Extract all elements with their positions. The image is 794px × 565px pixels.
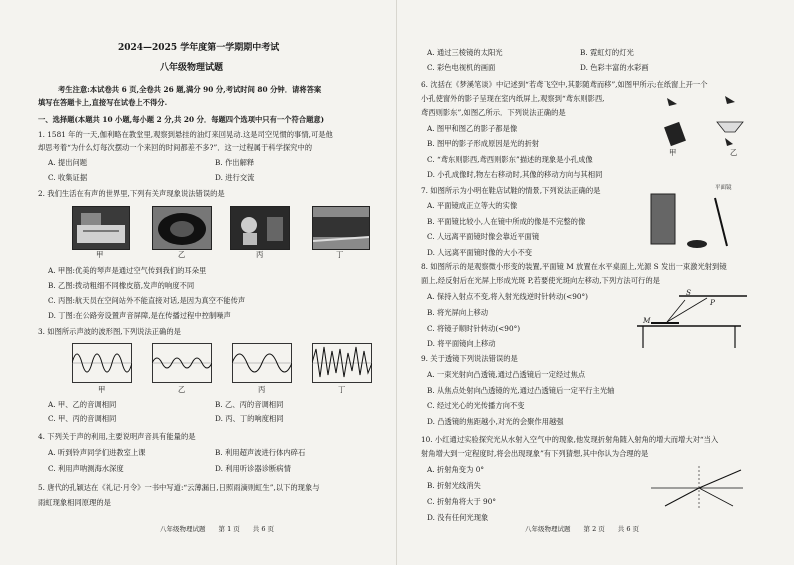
q9-option-a: A. 一束光射向凸透镜,通过凸透镜后一定经过焦点 <box>427 370 586 379</box>
q6-stem-line2: 小孔使窗外的影子呈现在室内纸屏上,观察到“鸢东则影西, <box>421 94 605 103</box>
q2-label-bing: 丙 <box>256 250 264 259</box>
q3-waveform-yi <box>152 343 212 383</box>
q10-option-b: B. 折射光线消失 <box>427 481 481 490</box>
q4-option-c: C. 利用声呐测海水深度 <box>48 464 124 473</box>
q6-stem-line1: 6. 沈括在《梦溪笔谈》中记述到“若鸢飞空中,其影随鸢而移”,如图甲所示;在纸窗上开一个 <box>421 80 708 89</box>
q8-label-s: S <box>686 288 691 297</box>
q1-option-c: C. 收集证据 <box>48 173 88 182</box>
q1-option-a: A. 提出问题 <box>48 158 88 167</box>
q7-mirror-label: 平面镜 <box>715 185 732 191</box>
q10-figure <box>647 462 747 514</box>
q8-option-a: A. 保持入射点不变,将入射光线逆时针转动(<90°) <box>427 292 589 301</box>
q3-label-jia: 甲 <box>98 385 106 394</box>
page-2-footer: 八年级物理试题 第 2 页 共 6 页 <box>525 525 640 533</box>
q2-option-b: B. 乙图:拨动粗细不同橡皮筋,发声的响度不同 <box>48 281 195 290</box>
q3-label-yi: 乙 <box>178 385 186 394</box>
q2-label-ding: 丁 <box>336 250 344 259</box>
q10-stem-line1: 10. 小红通过实验探究光从水射入空气中的现象,他发现折射角随入射角的增大而增大对“当入 <box>421 435 719 444</box>
q2-label-jia: 甲 <box>96 250 104 259</box>
q3-waveform-bing <box>232 343 292 383</box>
q10-option-c: C. 折射角将大于 90° <box>427 497 496 506</box>
q3-option-a: A. 甲、乙的音调相同 <box>48 400 117 409</box>
q4-stem: 4. 下列关于声的利用,主要说明声音具有能量的是 <box>38 432 196 441</box>
q6-option-d: D. 小孔成像时,物左右移动时,其像的移动方向与其相同 <box>427 170 603 179</box>
q1-option-b: B. 作出解释 <box>215 158 255 167</box>
q6-option-a: A. 图甲和图乙的影子都是像 <box>427 124 518 133</box>
q5-stem-line2: 雨虹现象相同原理的是 <box>38 498 111 507</box>
exam-page-2 <box>397 0 794 565</box>
q8-stem-line1: 8. 如图所示的是观察微小形变的装置,平面镜 M 放置在水平桌面上,光源 S 发出一束激光射到镜 <box>421 262 727 271</box>
q5-option-d: D. 色彩丰富的水彩画 <box>580 63 649 72</box>
q3-label-ding: 丁 <box>338 385 346 394</box>
q2-image-noise-barrier <box>312 206 370 250</box>
q10-stem-line2: 射角增大到一定程度时,将会出现现象”有下列猜想,其中你认为合理的是 <box>421 449 649 458</box>
q9-option-b: B. 从焦点处射向凸透镜的光,通过凸透镜后一定平行主光轴 <box>427 386 615 395</box>
q5-option-c: C. 彩色电视机的画面 <box>427 63 496 72</box>
q8-option-c: C. 将镜子顺时针转动(<90°) <box>427 324 521 333</box>
exam-subtitle: 八年级物理试题 <box>160 63 224 73</box>
q2-image-astronaut <box>230 206 290 250</box>
q7-option-a: A. 平面镜成正立等大的实像 <box>427 201 518 210</box>
q6-stem-line3: 鸢西则影东”,如图乙所示．下列说法正确的是 <box>421 108 566 117</box>
q3-option-c: C. 甲、丙的音调相同 <box>48 414 117 423</box>
q2-image-rubber-bands <box>152 206 212 250</box>
q6-option-b: B. 图甲的影子形成原因是光的折射 <box>427 139 540 148</box>
q7-stem: 7. 如图所示为小明在鞋店试鞋的情景,下列说法正确的是 <box>421 186 601 195</box>
q4-option-a: A. 听到铃声同学们进教室上课 <box>48 448 146 457</box>
q3-option-b: B. 乙、丙的音调相同 <box>215 400 284 409</box>
q8-option-d: D. 将平面镜向上移动 <box>427 339 496 348</box>
q9-stem: 9. 关于透镜下列说法错误的是 <box>421 354 518 363</box>
q7-option-b: B. 平面镜比较小,人在镜中所成的像是不完整的像 <box>427 217 586 226</box>
q3-label-bing: 丙 <box>258 385 266 394</box>
q5-option-a: A. 通过三棱镜的太阳光 <box>427 48 503 57</box>
q7-option-c: C. 人远离平面镜时像会靠近平面镜 <box>427 232 540 241</box>
q2-option-a: A. 甲图:优美的琴声是通过空气传到我们的耳朵里 <box>48 266 207 275</box>
section-choice-heading: 一、选择题(本题共 10 小题,每小题 2 分,共 20 分．每题四个选项中只有一个符合题意) <box>38 115 325 124</box>
exam-title: 2024—2025 学年度第一学期期中考试 <box>118 43 280 53</box>
notice-line-2: 填写在答题卡上,直接写在试卷上不得分. <box>38 98 168 107</box>
q2-option-c: C. 丙图:航天员在空间站外不能直接对话,是因为真空不能传声 <box>48 296 246 305</box>
q1-option-d: D. 进行交流 <box>215 173 255 182</box>
q2-option-d: D. 丁图:在公路旁设置声音屏障,是在传播过程中控制噪声 <box>48 311 231 320</box>
q5-stem-line1: 5. 唐代的孔颖达在《礼记·月令》一书中写道:“云薄漏日,日照雨滴则虹生”,以下的现象与 <box>38 483 320 492</box>
q8-label-m: M <box>643 316 651 325</box>
q10-option-a: A. 折射角变为 0° <box>427 465 485 474</box>
q4-option-d: D. 利用听诊器诊断病情 <box>215 464 291 473</box>
q3-stem: 3. 如图所示声波的波形图,下列说法正确的是 <box>38 327 181 336</box>
q7-option-d: D. 人远离平面镜时像的大小不变 <box>427 248 533 257</box>
q6-label-jia: 甲 <box>669 148 677 157</box>
q3-waveform-jia <box>72 343 132 383</box>
q10-option-d: D. 没有任何光现象 <box>427 513 489 522</box>
q6-label-yi: 乙 <box>730 148 738 157</box>
q9-option-d: D. 凸透镜的焦距越小,对光的会聚作用越强 <box>427 417 564 426</box>
q9-option-c: C. 经过光心的光传播方向不变 <box>427 401 525 410</box>
q2-label-yi: 乙 <box>178 250 186 259</box>
q8-label-p: P <box>710 298 715 307</box>
q7-figure <box>645 190 755 252</box>
page-1-footer: 八年级物理试题 第 1 页 共 6 页 <box>160 525 275 533</box>
q6-option-c: C. “鸢东则影西,鸢西则影东”描述的现象是小孔成像 <box>427 155 593 164</box>
q6-figure <box>655 94 755 152</box>
q8-stem-line2: 面上,经反射后在光屏上形成光斑 P,若要使光斑向左移动,下列方法可行的是 <box>421 276 660 285</box>
q2-stem: 2. 我们生活在有声的世界里,下列有关声现象说法错误的是 <box>38 189 225 198</box>
q3-waveform-ding <box>312 343 372 383</box>
q3-option-d: D. 丙、丁的响度相同 <box>215 414 284 423</box>
q2-image-piano <box>72 206 130 250</box>
q8-option-b: B. 将光屏向上移动 <box>427 308 489 317</box>
notice-line-1: 考生注意:本试卷共 6 页,全卷共 26 题,满分 90 分,考试时间 80 分钟．请将答案 <box>58 85 322 94</box>
q4-option-b: B. 利用超声波进行体内碎石 <box>215 448 306 457</box>
q1-stem-line2: 却思考着“为什么灯每次摆动一个来回的时间都差不多?”．这一过程属于科学探究中的 <box>38 143 313 152</box>
q1-stem-line1: 1. 1581 年的一天,伽利略在教堂里,观察到悬挂的油灯来回晃动.这是司空见惯的事情,可是他 <box>38 130 333 139</box>
q5-option-b: B. 霓虹灯的灯光 <box>580 48 634 57</box>
